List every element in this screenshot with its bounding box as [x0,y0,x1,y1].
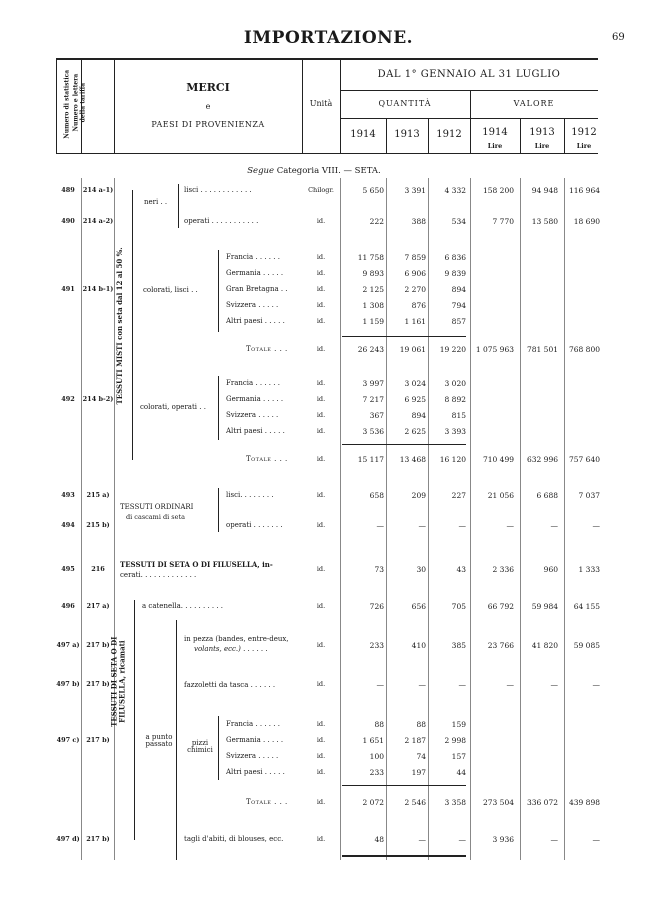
row-value-q12: 9 839 [444,269,466,278]
row-value-q14: 15 117 [357,455,384,464]
row-description: lisci. . . . . . . . [226,491,274,499]
row-value-q13: 656 [411,602,426,611]
header-year-q14: 1914 [350,129,376,140]
row-value-q14: 100 [369,752,384,761]
row-value-q12: 794 [451,301,466,310]
header-year-q13: 1913 [394,129,420,140]
row-description: Svizzera . . . . . [226,411,279,419]
row-stat-number: 493 [61,491,75,499]
category-heading [114,167,514,176]
row-value-v13: 13 580 [531,217,558,226]
row-description: Altri paesi . . . . . [226,427,285,435]
row-tariff-number: 217 b) [86,736,110,744]
row-value-v12: 116 964 [568,186,600,195]
row-value-q12: 8 892 [444,395,466,404]
row-unit: id. [316,768,326,776]
row-value-q12: 159 [451,720,466,729]
group-tessuti-ordinari: TESSUTI ORDINARI [120,503,194,511]
row-value-v14: — [506,521,514,530]
row-value-q13: 13 468 [399,455,426,464]
header-merci: MERCI [186,81,230,94]
row-unit: id. [316,269,326,277]
row-tariff-number: 214 b-2) [82,395,114,403]
group-tessuti-misti: TESSUTI MISTI con seta dal 12 al 50 %. [115,247,125,405]
row-value-q12: 385 [451,641,466,650]
page-title: IMPORTAZIONE. [243,28,414,48]
row-value-q14: 1 159 [362,317,384,326]
row-value-q14: 233 [369,641,384,650]
row-tariff-number: 215 b) [86,521,110,529]
row-value-v12: 757 640 [568,455,600,464]
row-unit: id. [316,736,326,744]
row-value-q13: 2 546 [404,798,426,807]
header-bottom-rule [56,153,598,154]
row-value-q14: 367 [369,411,384,420]
row-description: Germania . . . . . [226,269,284,277]
bracket [132,190,133,460]
header-year-v12: 1912 [571,127,597,138]
body-divider [428,178,429,860]
row-description: Altri paesi . . . . . [226,768,285,776]
row-stat-number: 496 [61,602,75,610]
row-value-q14: 233 [369,768,384,777]
bracket [218,376,219,440]
row-unit: id. [316,798,326,806]
row-value-v12: 1 333 [578,565,600,574]
row-stat-number: 490 [61,217,75,225]
bracket [176,620,177,860]
row-value-q13: 74 [416,752,426,761]
row-value-v12: 768 800 [568,345,600,354]
row-tariff-number: 217 b) [86,680,110,688]
row-value-v14: 710 499 [482,455,514,464]
row-unit: id. [316,411,326,419]
header-lire: Lire [487,142,503,150]
row-value-q14: 658 [369,491,384,500]
row-value-v13: 6 688 [536,491,558,500]
row-tariff-number: 217 a) [86,602,110,610]
row-value-q12: 19 220 [439,345,466,354]
row-value-q12: — [458,835,466,844]
row-value-q14: 3 536 [362,427,384,436]
header-valore: VALORE [513,99,555,108]
row-value-q13: — [418,680,426,689]
group-colorati-lisci: colorati, lisci . . [143,286,198,294]
row-value-q13: 197 [411,768,426,777]
row-description: Altri paesi . . . . . [226,317,285,325]
row-value-q14: 48 [374,835,384,844]
row-description: Gran Bretagna . . [226,285,288,293]
row-value-q14: 222 [369,217,384,226]
row-value-v14: 2 336 [492,565,514,574]
row-value-v13: — [550,521,558,530]
row-value-q14: 2 072 [362,798,384,807]
body-divider [340,178,341,860]
row-unit: id. [316,379,326,387]
row-value-v12: 18 690 [573,217,600,226]
row-value-q14: 11 758 [357,253,384,262]
tagli: tagli d'abiti, di blouses, ecc. [184,835,284,843]
row-tariff-number: 214 b-1) [82,285,114,293]
row-stat-number: 489 [61,186,75,194]
subhead-rule [340,118,598,119]
row-value-q13: 7 859 [404,253,426,262]
bracket [218,488,219,532]
row-description: Svizzera . . . . . [226,301,279,309]
row-value-v14: 158 200 [482,186,514,195]
row-value-q12: 227 [451,491,466,500]
row-value-q12: 2 998 [444,736,466,745]
row-value-q13: 2 625 [404,427,426,436]
row-value-q12: 16 120 [439,455,466,464]
row-value-v13: 94 948 [531,186,558,195]
header-year-v13: 1913 [529,127,555,138]
row-unit: id. [316,680,326,688]
sum-rule [342,785,466,786]
row-description: Germania . . . . . [226,736,284,744]
row-value-v12: — [592,835,600,844]
bracket [134,600,135,840]
row-unit: id. [316,301,326,309]
header-lire: Lire [534,142,550,150]
row-tariff-number: 217 b) [86,835,110,843]
row-value-v14: 3 936 [492,835,514,844]
row-unit: id. [316,285,326,293]
row-value-q13: 410 [411,641,426,650]
header-unita: Unità [309,99,333,108]
row-value-q12: 534 [451,217,466,226]
row-value-q13: 88 [416,720,426,729]
row-value-q13: 30 [416,565,426,574]
group-tessuti-ricamati: TESSUTI DI SETA O DI FILUSELLA, ricamati [109,636,126,727]
row-value-q12: 44 [456,768,466,777]
pizzi-chimici: pizzi chimici [187,739,213,754]
row-value-q13: 6 925 [404,395,426,404]
header-stat-number: Numero di statistica [63,69,71,139]
row-value-v13: 960 [543,565,558,574]
row-total-label: Totale . . . [246,455,288,463]
row-value-q14: 73 [374,565,384,574]
row-value-q13: — [418,521,426,530]
in-pezza-line1: in pezza (bandes, entre-deux, [184,635,289,643]
row-value-q14: 1 651 [362,736,384,745]
row-value-q13: 19 061 [399,345,426,354]
row-value-q12: 857 [451,317,466,326]
group-colorati-operati: colorati, operati . . [140,403,206,411]
bracket [178,184,179,228]
row-value-q13: 2 187 [404,736,426,745]
row-description: Svizzera . . . . . [226,752,279,760]
top-rule [56,58,598,60]
row-unit: id. [316,521,326,529]
bottom-rule [342,855,466,857]
group-cascami: di cascami di seta [126,513,185,521]
row-unit: id. [316,345,326,353]
row-description: operati . . . . . . . [226,521,283,529]
row-value-q13: 2 270 [404,285,426,294]
row-stat-number: 491 [61,285,75,293]
row-unit: id. [316,835,326,843]
bracket [218,250,219,332]
a-catenella: a catenella. . . . . . . . . . [142,602,224,610]
row-tariff-number: 217 b) [86,641,110,649]
row-value-v13: — [550,835,558,844]
row-value-q14: 3 997 [362,379,384,388]
body-divider [564,178,565,860]
header-period: DAL 1° GENNAIO AL 31 LUGLIO [377,69,561,80]
in-pezza-line2: volants, ecc.) . . . . . . [194,645,268,653]
header-year-v14: 1914 [482,127,508,138]
row-value-v14: 273 504 [482,798,514,807]
group-neri: neri . . [144,198,168,206]
row-value-q12: 3 358 [444,798,466,807]
row-value-v12: — [592,521,600,530]
row-unit: id. [316,455,326,463]
tessuti-seta-line1: TESSUTI DI SETA O DI FILUSELLA, in- [120,560,273,569]
row-unit: id. [316,641,326,649]
row-unit: id. [316,752,326,760]
row-unit: id. [316,491,326,499]
row-value-q12: 6 836 [444,253,466,262]
row-unit: id. [316,217,326,225]
row-value-q14: — [376,680,384,689]
row-value-v13: 59 984 [531,602,558,611]
row-value-q12: 815 [451,411,466,420]
row-value-v14: 1 075 963 [475,345,514,354]
row-unit: id. [316,317,326,325]
row-value-v14: 66 792 [487,602,514,611]
row-value-q13: 3 024 [404,379,426,388]
row-value-v13: 781 501 [526,345,558,354]
row-value-q12: 157 [451,752,466,761]
row-value-q14: 88 [374,720,384,729]
row-tariff-number: 214 a-2) [82,217,114,225]
row-value-q12: 4 332 [444,186,466,195]
header-tariff-number: Numero e lettera della tariffa [72,73,86,132]
row-total-label: Totale . . . [246,798,288,806]
row-value-q12: — [458,521,466,530]
row-value-q14: 26 243 [357,345,384,354]
period-rule [340,90,598,91]
header-quantita: QUANTITÀ [378,99,432,108]
row-value-v12: 59 085 [573,641,600,650]
a-punto-passato: a punto passato [145,733,173,748]
row-value-q14: 2 125 [362,285,384,294]
row-value-q12: 43 [456,565,466,574]
row-value-q13: 6 906 [404,269,426,278]
row-description: operati . . . . . . . . . . . [184,217,259,225]
row-stat-number: 497 c) [56,736,80,744]
row-value-v14: — [506,680,514,689]
tessuti-seta-line2: cerati. . . . . . . . . . . . . [120,571,197,579]
row-tariff-number: 215 a) [86,491,110,499]
row-value-q12: 3 020 [444,379,466,388]
row-value-v13: 632 996 [526,455,558,464]
row-stat-number: 494 [61,521,75,529]
row-value-q13: 1 161 [404,317,426,326]
row-value-q13: 876 [411,301,426,310]
row-description: Francia . . . . . . [226,720,280,728]
row-stat-number: 497 a) [56,641,80,649]
row-value-q13: 209 [411,491,426,500]
row-value-q14: 5 650 [362,186,384,195]
row-value-v14: 21 056 [487,491,514,500]
row-unit: Chilogr. [308,186,334,194]
row-value-q14: 9 893 [362,269,384,278]
row-description: Germania . . . . . [226,395,284,403]
row-value-v13: 336 072 [526,798,558,807]
row-stat-number: 495 [61,565,75,573]
row-tariff-number: 216 [91,565,105,573]
row-unit: id. [316,395,326,403]
row-value-v12: — [592,680,600,689]
row-stat-number: 497 d) [56,835,80,843]
row-description: Francia . . . . . . [226,253,280,261]
row-value-q14: 7 217 [362,395,384,404]
body-divider [520,178,521,860]
row-stat-number: 492 [61,395,75,403]
row-value-v14: 23 766 [487,641,514,650]
row-value-v14: 7 770 [492,217,514,226]
frame-left [56,58,57,154]
category-name: Categoria VIII. — SETA. [276,166,381,176]
row-unit: id. [316,720,326,728]
row-value-q13: — [418,835,426,844]
row-value-q13: 894 [411,411,426,420]
row-unit: id. [316,253,326,261]
row-total-label: Totale . . . [246,345,288,353]
row-value-q12: 705 [451,602,466,611]
row-tariff-number: 214 a-1) [82,186,114,194]
row-value-q13: 3 391 [404,186,426,195]
body-divider [386,178,387,860]
row-value-q12: — [458,680,466,689]
row-value-q14: 1 308 [362,301,384,310]
row-unit: id. [316,565,326,573]
page-number: 69 [612,32,625,43]
header-year-q12: 1912 [436,129,462,140]
row-value-q13: 388 [411,217,426,226]
row-unit: id. [316,602,326,610]
fazzoletti: fazzoletti da tasca . . . . . . [184,681,276,689]
category-segue: Segue [247,166,275,176]
row-stat-number: 497 b) [56,680,80,688]
bracket [218,716,219,780]
body-divider [470,178,471,860]
row-value-q12: 3 393 [444,427,466,436]
body-divider [81,178,82,860]
row-value-q14: — [376,521,384,530]
header-e: e [205,102,211,111]
row-value-v13: — [550,680,558,689]
row-value-q14: 726 [369,602,384,611]
sum-rule [342,444,466,445]
row-description: lisci . . . . . . . . . . . . [184,186,252,194]
sum-rule [342,336,466,337]
row-value-v12: 439 898 [568,798,600,807]
header-paesi: PAESI DI PROVENIENZA [151,120,265,129]
row-value-v12: 7 037 [578,491,600,500]
row-value-v12: 64 155 [573,602,600,611]
header-lire: Lire [576,142,592,150]
row-unit: id. [316,427,326,435]
row-value-q12: 894 [451,285,466,294]
row-value-v13: 41 820 [531,641,558,650]
row-description: Francia . . . . . . [226,379,280,387]
